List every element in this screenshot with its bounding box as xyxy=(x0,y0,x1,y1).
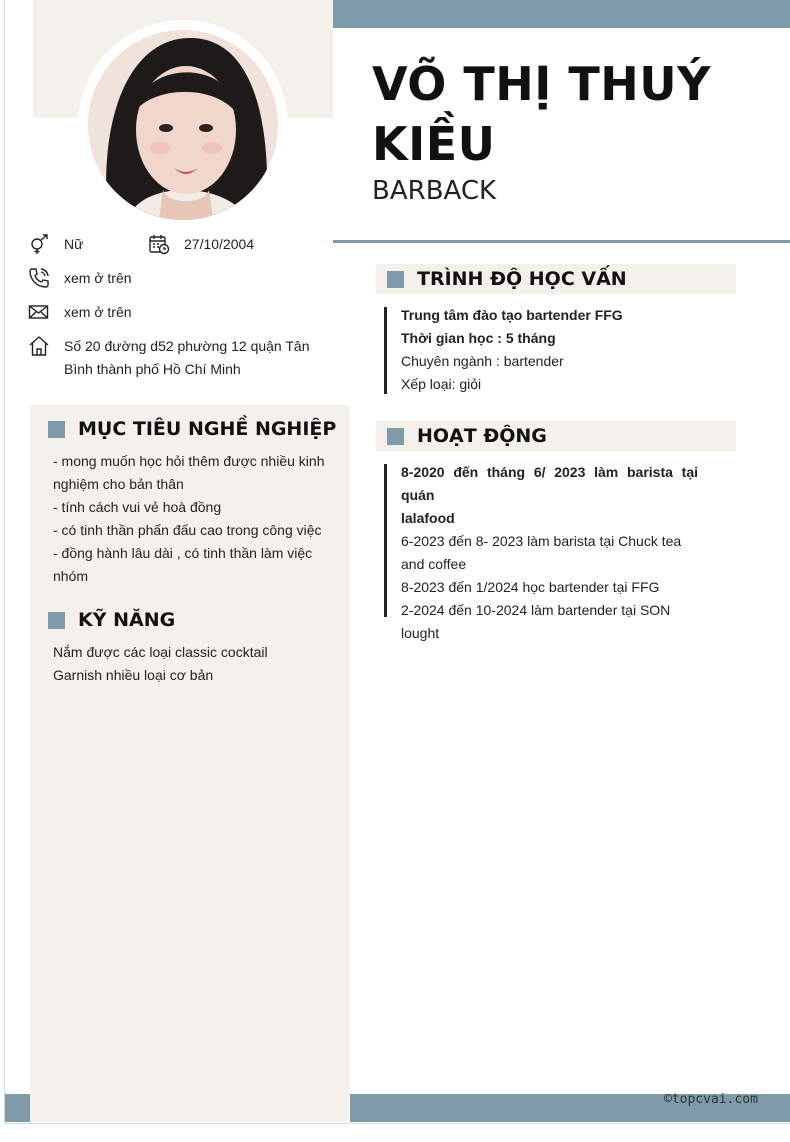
activity-line: 8-2020 đến tháng 6/ 2023 làm barista tại quán xyxy=(401,464,698,503)
study-duration: Thời gian học : 5 tháng xyxy=(401,330,556,346)
career-goal-title: MỤC TIÊU NGHỀ NGHIỆP xyxy=(78,418,337,440)
activities-title: HOẠT ĐỘNG xyxy=(417,425,547,447)
skills-heading xyxy=(48,609,175,631)
school-name: Trung tâm đào tạo bartender FFG xyxy=(401,307,623,323)
section-marker-icon xyxy=(48,421,65,438)
career-goal-line: - mong muốn học hỏi thêm được nhiều kinh xyxy=(53,453,325,469)
section-marker-icon xyxy=(48,612,65,629)
candidate-name: VÕ THỊ THUÝ KIỀU xyxy=(372,57,711,171)
career-goal-line: nhóm xyxy=(53,568,89,584)
career-goal-line: - đồng hành lâu dài , có tinh thần làm việc xyxy=(53,545,313,561)
skill-item: Nắm được các loại classic cocktail xyxy=(53,644,268,660)
study-grade: Xếp loại: giỏi xyxy=(401,376,482,392)
gender-icon xyxy=(28,233,50,255)
page-left-edge xyxy=(4,0,5,1124)
gender-row xyxy=(28,233,83,256)
address-value xyxy=(64,335,309,381)
skills-title: KỸ NĂNG xyxy=(78,609,176,631)
skill-item: Garnish nhiều loại cơ bản xyxy=(53,667,214,683)
activities-heading xyxy=(376,421,736,451)
phone-icon xyxy=(28,267,50,289)
activity-line: lalafood xyxy=(401,510,455,526)
email-value: xem ở trên xyxy=(64,304,132,320)
activity-line: 2-2024 đến 10-2024 làm bartender tại SON xyxy=(401,602,671,618)
education-heading xyxy=(376,264,736,294)
header-divider xyxy=(333,240,790,243)
phone-value: xem ở trên xyxy=(64,270,132,286)
activities-timeline-bar xyxy=(384,464,387,617)
avatar xyxy=(88,30,278,220)
envelope-icon xyxy=(28,301,50,323)
career-goal-line: - tính cách vui vẻ hoà đồng xyxy=(53,499,222,515)
phone-row xyxy=(28,267,132,290)
skills-list xyxy=(53,641,335,687)
address-row xyxy=(28,335,309,381)
top-accent-band xyxy=(333,0,790,28)
activity-line: and coffee xyxy=(401,556,467,572)
activity-line: 6-2023 đến 8- 2023 làm barista tại Chuck tea xyxy=(401,533,682,549)
career-goal-text xyxy=(53,450,335,588)
watermark: ©topcvai.com xyxy=(664,1092,758,1107)
career-goal-line: nghiệm cho bản thân xyxy=(53,476,184,492)
education-details xyxy=(401,304,701,396)
education-timeline-bar xyxy=(384,307,387,394)
gender-value: Nữ xyxy=(64,236,84,252)
career-goal-line: - có tinh thần phấn đấu cao trong công việc xyxy=(53,522,322,538)
birthday-value: 27/10/2004 xyxy=(184,236,255,252)
home-icon xyxy=(28,335,50,357)
address-line-1: Số 20 đường d52 phường 12 quận Tân xyxy=(64,338,310,354)
section-marker-icon xyxy=(387,271,404,288)
career-goal-heading xyxy=(48,418,336,440)
page-bottom-edge xyxy=(4,1123,790,1124)
activity-line: lought xyxy=(401,625,440,641)
email-row xyxy=(28,301,132,324)
activities-details xyxy=(401,461,698,645)
address-line-2: Bình thành phố Hồ Chí Minh xyxy=(64,361,241,377)
education-title: TRÌNH ĐỘ HỌC VẤN xyxy=(417,268,627,290)
study-major: Chuyên ngành : bartender xyxy=(401,353,564,369)
job-title: BARBACK xyxy=(372,176,497,206)
birthday-row xyxy=(148,233,254,256)
section-marker-icon xyxy=(387,428,404,445)
activity-line: 8-2023 đến 1/2024 học bartender tại FFG xyxy=(401,579,660,595)
calendar-icon xyxy=(148,233,170,255)
